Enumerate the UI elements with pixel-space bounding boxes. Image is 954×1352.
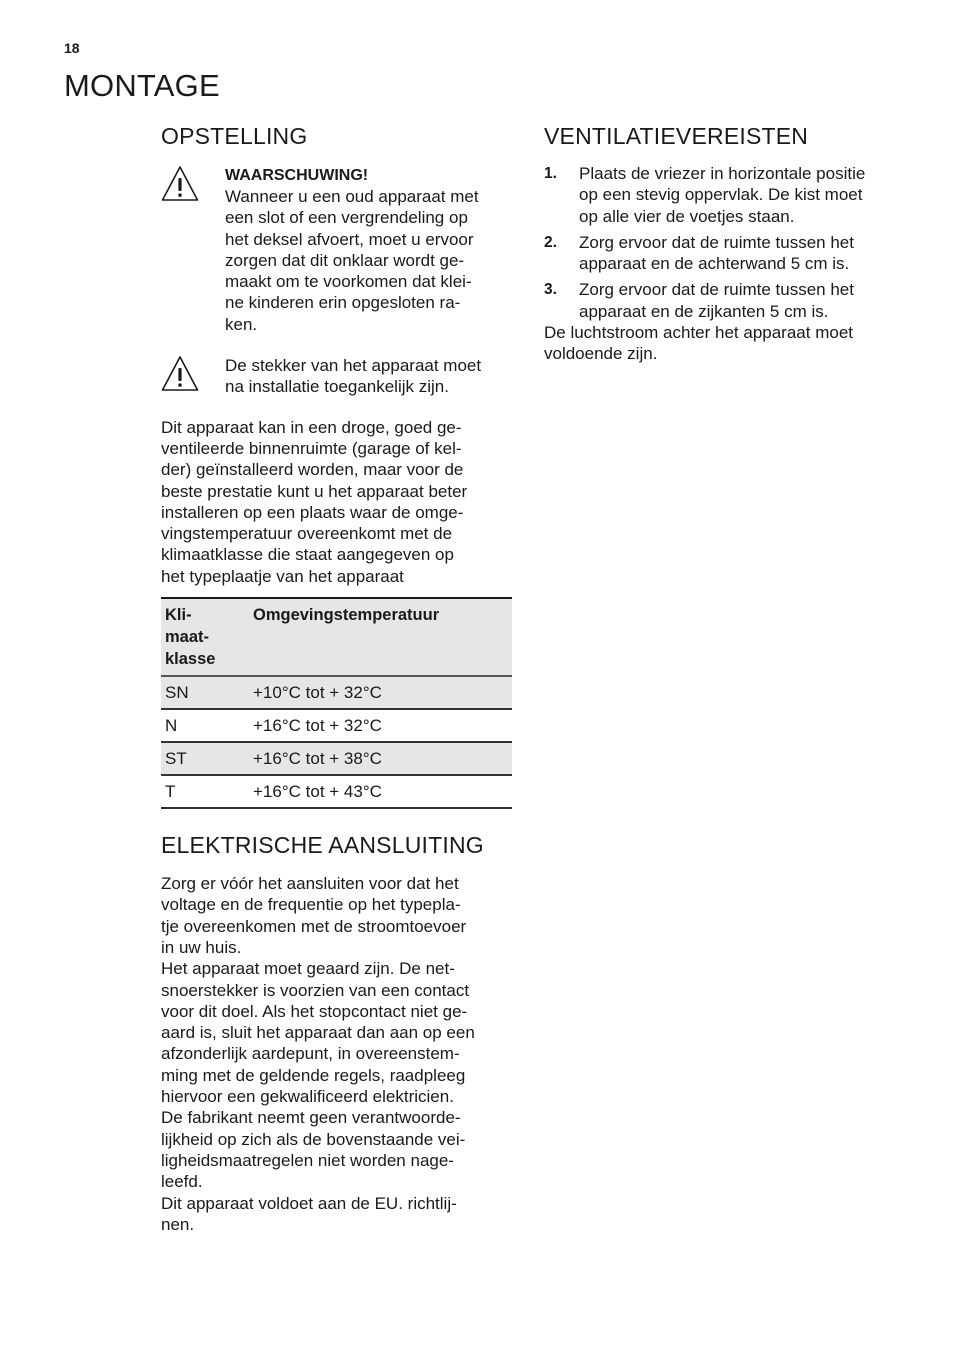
paragraph-line: der) geïnstalleerd worden, maar voor de <box>161 460 464 480</box>
warning-triangle-icon <box>161 165 199 203</box>
table-row <box>161 709 512 742</box>
list-item <box>544 163 896 227</box>
warning-line: ne kinderen erin opgesloten ra- <box>225 293 461 313</box>
intro-paragraph <box>161 417 512 587</box>
paragraph-line: het typeplaatje van het apparaat <box>161 566 404 586</box>
cell-klasse: ST <box>161 742 249 775</box>
climate-class-table <box>161 597 512 809</box>
step-line: Plaats de vriezer in horizontale positie <box>579 164 866 183</box>
paragraph-line: lijkheid op zich als de bovenstaande vei- <box>161 1129 466 1149</box>
step-number: 3. <box>544 281 557 299</box>
step-text <box>579 279 896 322</box>
elektrische-aansluiting-text <box>161 873 512 1235</box>
warning-text-plug <box>225 355 512 398</box>
warning-triangle-icon <box>161 355 199 393</box>
step-text <box>579 232 896 275</box>
paragraph-line: Dit apparaat voldoet aan de EU. richtlij- <box>161 1193 457 1213</box>
step-line: op alle vier de voetjes staan. <box>579 206 795 226</box>
cell-klasse: T <box>161 775 249 808</box>
step-number: 2. <box>544 233 557 251</box>
warning-line: na installatie toegankelijk zijn. <box>225 377 449 397</box>
paragraph-line: voldoende zijn. <box>544 344 658 364</box>
paragraph-line: ligheidsmaatregelen niet worden nage- <box>161 1150 454 1170</box>
header-line: klasse <box>165 650 216 669</box>
elektrische-aansluiting-heading: ELEKTRISCHE AANSLUITING <box>161 832 484 859</box>
paragraph-line: hiervoor een gekwalificeerd elektricien. <box>161 1087 454 1107</box>
paragraph-line: beste prestatie kunt u het apparaat beter <box>161 481 468 501</box>
opstelling-heading: OPSTELLING <box>161 123 308 149</box>
step-line: op een stevig oppervlak. De kist moet <box>579 185 863 205</box>
warning-heading: WAARSCHUWING! <box>225 167 369 184</box>
step-line: apparaat en de zijkanten 5 cm is. <box>579 301 829 321</box>
cell-klasse: SN <box>161 676 249 709</box>
warning-line: een slot of een vergrendeling op <box>225 208 468 228</box>
paragraph-line: voltage en de frequentie op het typepla- <box>161 895 461 915</box>
table-row <box>161 676 512 709</box>
page-title: MONTAGE <box>64 68 220 103</box>
paragraph-line: snoerstekker is voorzien van een contact <box>161 980 470 1000</box>
header-line: Kli- <box>165 606 192 625</box>
paragraph-line: ming met de geldende regels, raadpleeg <box>161 1065 466 1085</box>
cell-temp: +16°C tot + 43°C <box>249 775 512 808</box>
table-header-row <box>161 598 512 676</box>
warning-line: het deksel afvoert, moet u ervoor <box>225 229 474 249</box>
step-line: Zorg ervoor dat de ruimte tussen het <box>579 280 854 300</box>
warning-line: zorgen dat dit onklaar wordt ge- <box>225 250 465 270</box>
paragraph-line: installeren op een plaats waar de omge- <box>161 502 464 522</box>
paragraph-line: leefd. <box>161 1172 203 1192</box>
warning-text-lock <box>225 186 512 335</box>
ventilatievereisten-heading: VENTILATIEVEREISTEN <box>544 123 809 149</box>
paragraph-line: ventileerde binnenruimte (garage of kel- <box>161 438 462 458</box>
warning-block-lock <box>161 165 512 335</box>
ventilation-steps-list <box>544 163 896 322</box>
step-number: 1. <box>544 165 557 182</box>
warning-line: maakt om te voorkomen dat klei- <box>225 272 472 292</box>
paragraph-line: Dit apparaat kan in een droge, goed ge- <box>161 417 462 437</box>
ventilation-closing-text <box>544 322 896 365</box>
cell-temp: +16°C tot + 32°C <box>249 709 512 742</box>
paragraph-line: De luchtstroom achter het apparaat moet <box>544 323 853 343</box>
table-row <box>161 742 512 775</box>
cell-temp: +16°C tot + 38°C <box>249 742 512 775</box>
header-line: maat- <box>165 628 210 647</box>
step-text <box>579 163 896 227</box>
page-number: 18 <box>64 40 80 56</box>
paragraph-line: nen. <box>161 1214 195 1234</box>
paragraph-line: De fabrikant neemt geen verantwoorde- <box>161 1108 461 1128</box>
paragraph-line: in uw huis. <box>161 937 242 957</box>
list-item <box>544 232 896 275</box>
paragraph-line: klimaatklasse die staat aangegeven op <box>161 545 454 565</box>
left-column <box>161 122 512 1235</box>
paragraph-line: vingstemperatuur overeenkomt met de <box>161 524 453 544</box>
warning-line: ken. <box>225 314 258 334</box>
paragraph-line: Zorg er vóór het aansluiten voor dat het <box>161 874 459 894</box>
paragraph-line: aard is, sluit het apparaat dan aan op een <box>161 1023 475 1043</box>
warning-line: De stekker van het apparaat moet <box>225 356 482 376</box>
step-line: apparaat en de achterwand 5 cm is. <box>579 254 850 274</box>
step-line: Zorg ervoor dat de ruimte tussen het <box>579 232 854 252</box>
list-item <box>544 279 896 322</box>
paragraph-line: Het apparaat moet geaard zijn. De net- <box>161 959 455 979</box>
warning-block-plug <box>161 355 512 398</box>
header-klimaatklasse <box>161 598 249 676</box>
table-row <box>161 775 512 808</box>
paragraph-line: afzonderlijk aardepunt, in overeenstem- <box>161 1044 460 1064</box>
right-column <box>544 122 896 365</box>
paragraph-line: voor dit doel. Als het stopcontact niet ge- <box>161 1001 468 1021</box>
cell-temp: +10°C tot + 32°C <box>249 676 512 709</box>
warning-line: Wanneer u een oud apparaat met <box>225 187 479 206</box>
header-omgevingstemperatuur: Omgevingstemperatuur <box>249 598 512 676</box>
cell-klasse: N <box>161 709 249 742</box>
paragraph-line: tje overeenkomen met de stroomtoevoer <box>161 916 467 936</box>
